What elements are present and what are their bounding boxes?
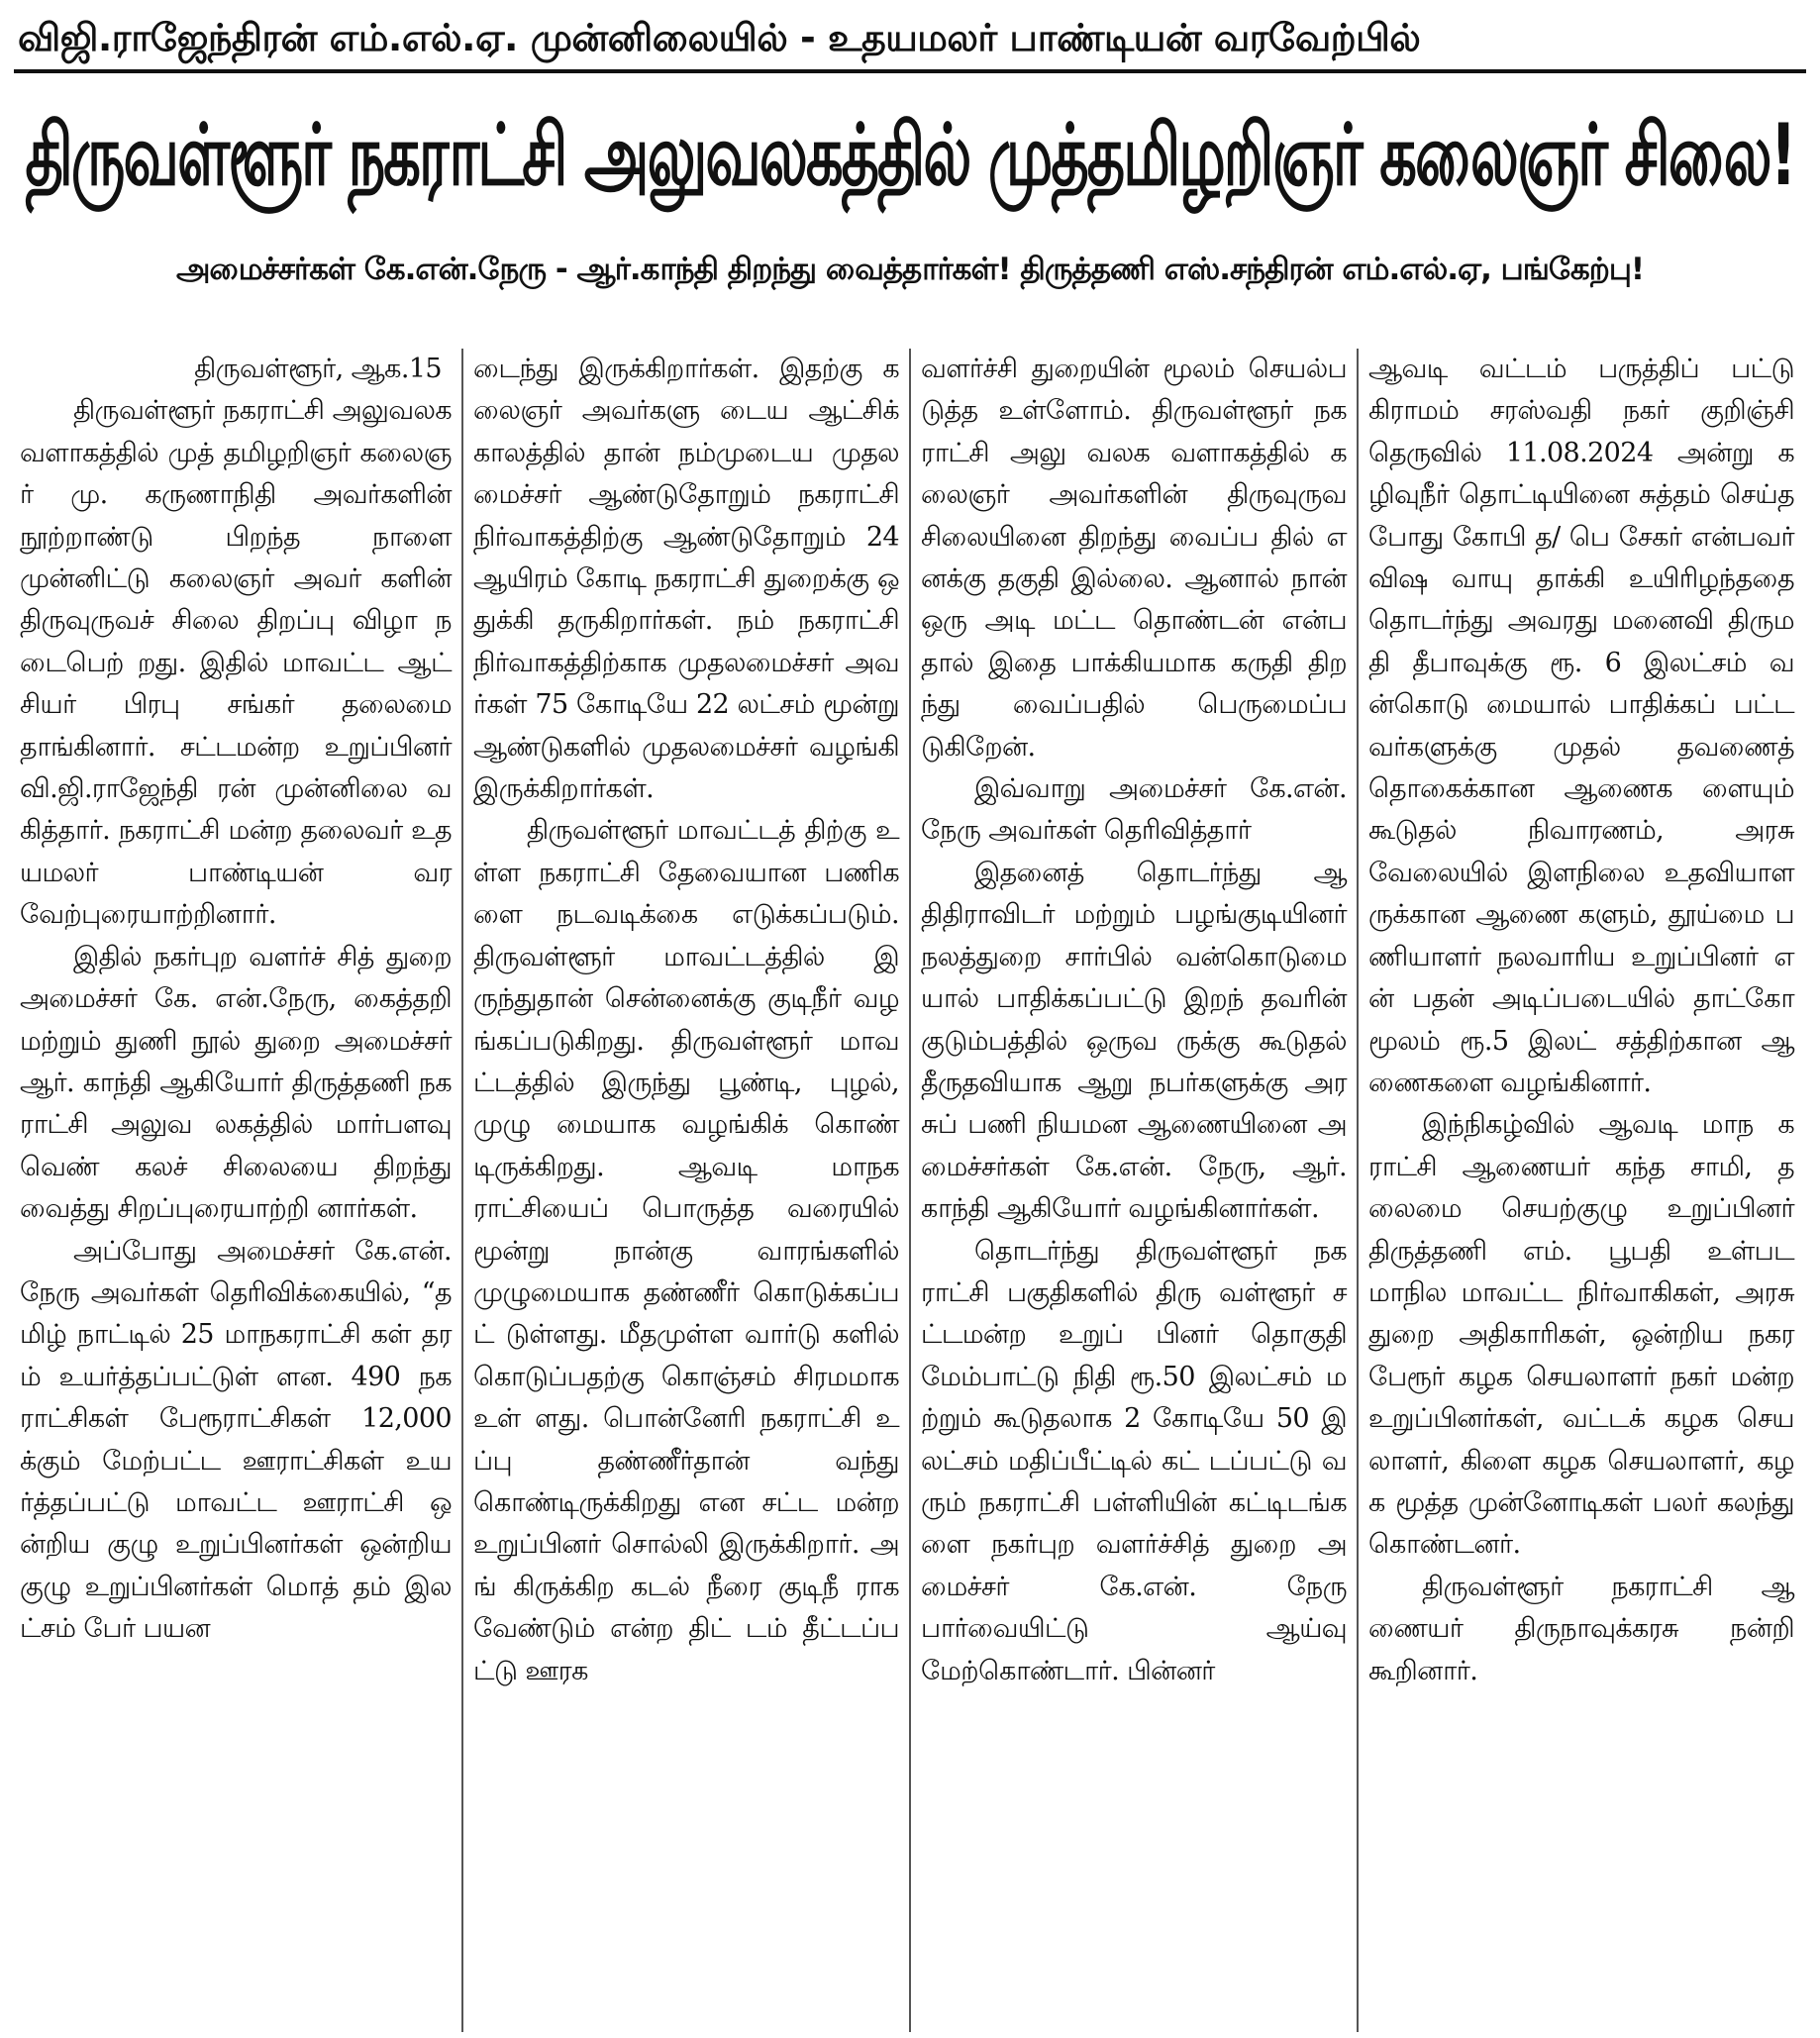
subheadline: அமைச்சர்கள் கே.என்.நேரு - ஆர்.காந்தி திறந்து வைத்தார்கள்! திருத்தணி எஸ்.சந்திரன் எம்.எல்.ஏ, பங்கேற்பு!	[175, 252, 1645, 287]
paragraph: டைந்து இருக்கிறார்கள். இதற்கு கலைஞர் அவர்களு டைய ஆட்சிக் காலத்தில் தான் நம்முடைய முதல மைச்சர் ஆண்டுதோறும் நகராட்சி நிர்வாகத்திற்கு ஆண்டுதோறும் 24 ஆயிரம் கோடி நகராட்சி துறைக்கு ஒதுக்கி தருகிறார்கள். நம் நகராட்சி நிர்வாகத்திற்காக முதலமைச்சர் அவர்கள் 75 கோடியே 22 லட்சம் மூன்று ஆண்டுகளில் முதலமைச்சர் வழங்கி இருக்கிறார்கள்.	[473, 354, 899, 805]
paragraph: அப்போது அமைச்சர் கே.என். நேரு அவர்கள் தெரிவிக்கையில், “தமிழ் நாட்டில் 25 மாநகராட்சி கள் தரம் உயர்த்தப்பட்டுள் ளன. 490 நகராட்சிகள் பேரூராட்சிகள் 12,000க்கும் மேற்பட்ட ஊராட்சிகள் உயர்த்தப்பட்டு மாவட்ட ஊராட்சி ஒன்றிய குழு உறுப்பினர்கள் ஒன்றிய குழு உறுப்பினர்கள் மொத் தம் இலட்சம் பேர் பயன	[20, 1235, 452, 1645]
paragraph: வளர்ச்சி துறையின் மூலம் செயல்படுத்த உள்ளோம். திருவள்ளூர் நகராட்சி அலு வலக வளாகத்தில் கலைஞர் அவர்களின் திருவுருவ சிலையினை திறந்து வைப்ப தில் எனக்கு தகுதி இல்லை. ஆனால் நான் ஒரு அடி மட்ட தொண்டன் என்ப தால் இதை பாக்கியமாக கருதி திறந்து வைப்பதில் பெருமைப்படுகிறேன்.	[921, 354, 1347, 763]
paragraph: இதில் நகர்புற வளர்ச் சித் துறை அமைச்சர் கே. என்.நேரு, கைத்தறி மற்றும் துணி நூல் துறை அமைச்சர் ஆர். காந்தி ஆகியோர் திருத்தணி நகராட்சி அலுவ லகத்தில் மார்பளவு வெண் கலச் சிலையை திறந்து வைத்து சிறப்புரையாற்றி னார்கள்.	[20, 941, 452, 1225]
article-columns	[14, 349, 1806, 2032]
column-2	[461, 349, 909, 2032]
paragraph: திருவள்ளூர் நகராட்சி ஆணையர் திருநாவுக்கரசு நன்றி கூறினார்.	[1368, 1571, 1794, 1686]
paragraph: தொடர்ந்து திருவள்ளூர் நகராட்சி பகுதிகளில் திரு வள்ளூர் சட்டமன்ற உறுப் பினர் தொகுதி மேம்பாட்டு நிதி ரூ.50 இலட்சம் மற்றும் கூடுதலாக 2 கோடியே 50 இலட்சம் மதிப்பீட்டில் கட் டப்பட்டு வரும் நகராட்சி பள்ளியின் கட்டிடங்களை நகர்புற வளர்ச்சித் துறை அமைச்சர் கே.என். நேரு பார்வையிட்டு ஆய்வு மேற்கொண்டார். பின்னர்	[921, 1235, 1347, 1686]
column-3	[909, 349, 1357, 2032]
paragraph: திருவள்ளூர் மாவட்டத் திற்கு உள்ள நகராட்சி தேவையான பணிகளை நடவடிக்கை எடுக்கப்படும். திருவள்ளூர் மாவட்டத்தில் இருந்துதான் சென்னைக்கு குடிநீர் வழங்கப்படுகிறது. திருவள்ளூர் மாவட்டத்தில் இருந்து பூண்டி, புழல், முழு மையாக வழங்கிக் கொண் டிருக்கிறது. ஆவடி மாநக ராட்சியைப் பொருத்த வரையில் மூன்று நான்கு வாரங்களில் முழுமையாக தண்ணீர் கொடுக்கப்பட் டுள்ளது. மீதமுள்ள வார்டு களில் கொடுப்பதற்கு கொஞ்சம் சிரமமாக உள் ளது. பொன்னேரி நகராட்சி உப்பு தண்ணீர்தான் வந்து கொண்டிருக்கிறது என சட்ட மன்ற உறுப்பினர் சொல்லி இருக்கிறார். அங் கிருக்கிற கடல் நீரை குடிநீ ராக வேண்டும் என்ற திட் டம் தீட்டப்பட்டு ஊரக	[473, 815, 899, 1686]
headline: திருவள்ளூர் நகராட்சி அலுவலகத்தில் முத்தமிழறிஞர் கலைஞர் சிலை!	[25, 105, 1795, 205]
paragraph: ஆவடி வட்டம் பருத்திப் பட்டு கிராமம் சரஸ்வதி நகர் குறிஞ்சி தெருவில் 11.08.2024 அன்று கழிவுநீர் தொட்டியினை சுத்தம் செய்த போது கோபி த/ பெ சேகர் என்பவர் விஷ வாயு தாக்கி உயிரிழந்ததை தொடர்ந்து அவரது மனைவி திருமதி தீபாவுக்கு ரூ. 6 இலட்சம் வன்கொடு மையால் பாதிக்கப் பட்ட வர்களுக்கு முதல் தவணைத் தொகைக்கான ஆணைக ளையும் கூடுதல் நிவாரணம், அரசு வேலையில் இளநிலை உதவியாளருக்கான ஆணை களும், தூய்மை பணியாளர் நலவாரிய உறுப்பினர் என் பதன் அடிப்படையில் தாட்கோ மூலம் ரூ.5 இலட் சத்திற்கான ஆணைகளை வழங்கினார்.	[1368, 354, 1794, 1098]
paragraph: இவ்வாறு அமைச்சர் கே.என்.நேரு அவர்கள் தெரிவித்தார்	[921, 773, 1347, 847]
dateline: திருவள்ளூர், ஆக.15	[194, 354, 442, 384]
paragraph: இந்நிகழ்வில் ஆவடி மாந கராட்சி ஆணையர் கந்த சாமி, தலைமை செயற்குழு உறுப்பினர் திருத்தணி எம். பூபதி உள்பட மாநில மாவட்ட நிர்வாகிகள், அரசு துறை அதிகாரிகள், ஒன்றிய நகர பேரூர் கழக செயலாளர் நகர் மன்ற உறுப்பினர்கள், வட்டக் கழக செயலாளர், கிளை கழக செயலாளர், கழக மூத்த முன்னோடிகள் பலர் கலந்து கொண்டனர்.	[1368, 1109, 1794, 1561]
column-1	[14, 349, 461, 2032]
kicker-line: விஜி.ராஜேந்திரன் எம்.எல்.ஏ. முன்னிலையில் - உதயமலர் பாண்டியன் வரவேற்பில்	[18, 16, 1421, 59]
paragraph: திருவள்ளூர் நகராட்சி அலுவலக வளாகத்தில் முத் தமிழறிஞர் கலைஞர் மு. கருணாநிதி அவர்களின் நூற்றாண்டு பிறந்த நாளை முன்னிட்டு கலைஞர் அவர் களின் திருவுருவச் சிலை திறப்பு விழா நடைபெற் றது. இதில் மாவட்ட ஆட் சியர் பிரபு சங்கர் தலைமை தாங்கினார். சட்டமன்ற உறுப்பினர் வி.ஜி.ராஜேந்தி ரன் முன்னிலை வகித்தார். நகராட்சி மன்ற தலைவர் உதயமலர் பாண்டியன் வர வேற்புரையாற்றினார்.	[20, 395, 452, 931]
column-4	[1357, 349, 1804, 2032]
paragraph: இதனைத் தொடர்ந்து ஆதிதிராவிடர் மற்றும் பழங்குடியினர் நலத்துறை சார்பில் வன்கொடுமை யால் பாதிக்கப்பட்டு இறந் தவரின் குடும்பத்தில் ஒருவ ருக்கு கூடுதல் தீருதவியாக ஆறு நபர்களுக்கு அரசுப் பணி நியமன ஆணையினை அமைச்சர்கள் கே.என். நேரு, ஆர்.காந்தி ஆகியோர் வழங்கினார்கள்.	[921, 857, 1347, 1225]
